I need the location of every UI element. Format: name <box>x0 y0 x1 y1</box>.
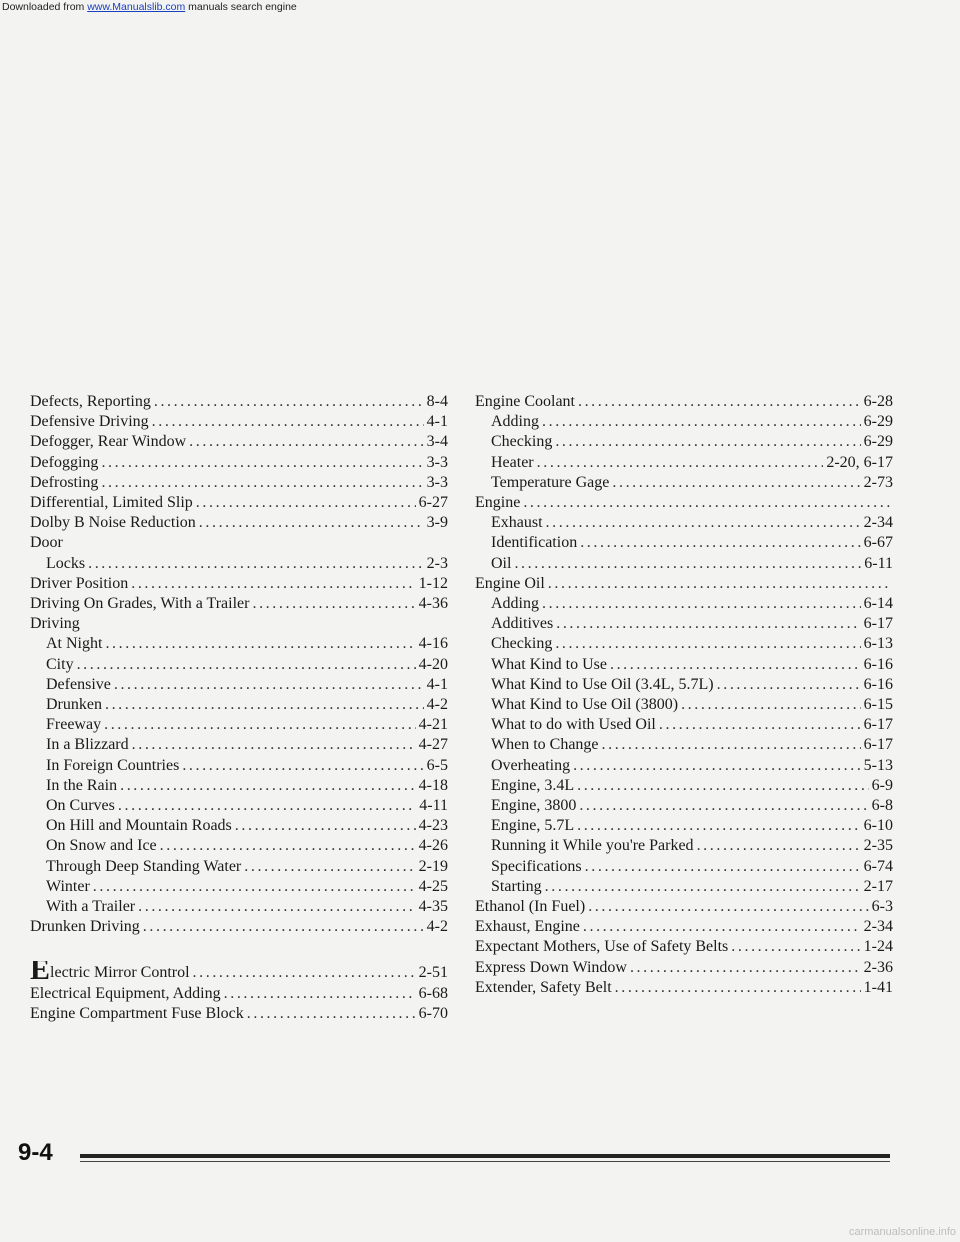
banner-suffix: manuals search engine <box>185 1 297 13</box>
index-entry <box>475 816 893 836</box>
index-entry <box>475 776 893 796</box>
index-entry <box>475 958 893 978</box>
index-column-right <box>475 392 893 998</box>
dot-leader <box>610 655 861 675</box>
index-entry <box>30 897 448 917</box>
entry-page: 4-35 <box>418 898 448 916</box>
dot-leader <box>630 958 861 978</box>
dot-leader <box>555 432 860 452</box>
dot-leader <box>585 857 861 877</box>
entry-page: 3-3 <box>426 473 448 491</box>
entry-page: 6-70 <box>418 1004 448 1022</box>
dot-leader <box>189 432 424 452</box>
entry-label: In Foreign Countries <box>46 756 180 774</box>
index-entry <box>30 554 448 574</box>
entry-page: 4-2 <box>426 918 448 936</box>
index-entry <box>30 513 448 533</box>
entry-label: What Kind to Use Oil (3.4L, 5.7L) <box>491 675 714 693</box>
entry-page: 2-73 <box>863 473 893 491</box>
dot-leader <box>152 412 424 432</box>
entry-label: Drunken Driving <box>30 918 140 936</box>
index-entry <box>475 695 893 715</box>
dot-leader <box>104 715 416 735</box>
entry-page: 6-29 <box>863 433 893 451</box>
index-entry <box>475 412 893 432</box>
index-entry <box>475 897 893 917</box>
entry-page: 4-16 <box>418 635 448 653</box>
dot-leader <box>120 776 416 796</box>
index-entry <box>475 473 893 493</box>
entry-label: What Kind to Use Oil (3800) <box>491 696 679 714</box>
index-entry <box>30 836 448 856</box>
entry-label-text: lectric Mirror Control <box>50 964 190 982</box>
dot-leader <box>77 655 416 675</box>
dot-leader <box>235 816 416 836</box>
entry-page: 3-3 <box>426 453 448 471</box>
entry-page: 4-1 <box>426 675 448 693</box>
entry-label: Additives <box>491 615 554 633</box>
entry-label: Defogger, Rear Window <box>30 433 187 451</box>
manualslib-link[interactable]: www.Manualslib.com <box>87 1 186 13</box>
entry-page: 4-11 <box>419 797 448 815</box>
index-entry <box>475 392 893 412</box>
entry-page: 4-2 <box>426 696 448 714</box>
dot-leader <box>196 493 416 513</box>
dot-leader <box>523 493 890 513</box>
index-entry <box>30 412 448 432</box>
index-entry <box>475 735 893 755</box>
index-entry <box>30 984 448 1004</box>
dot-leader <box>555 634 860 654</box>
index-entry <box>30 1004 448 1024</box>
dot-leader <box>199 513 424 533</box>
index-entry <box>30 776 448 796</box>
entry-page: 6-27 <box>418 494 448 512</box>
entry-label: Expectant Mothers, Use of Safety Belts <box>475 938 729 956</box>
index-entry <box>30 392 448 412</box>
entry-page: 5-13 <box>863 756 893 774</box>
dot-leader <box>193 963 416 983</box>
dot-leader <box>731 937 860 957</box>
index-column-left <box>30 392 448 1024</box>
dot-leader <box>578 392 861 412</box>
dot-leader <box>717 675 861 695</box>
index-entry <box>30 675 448 695</box>
dot-leader <box>247 1004 416 1024</box>
entry-page: 6-17 <box>863 716 893 734</box>
index-entry <box>475 978 893 998</box>
index-entry <box>475 756 893 776</box>
index-entry <box>30 594 448 614</box>
entry-label: Ethanol (In Fuel) <box>475 898 586 916</box>
index-entry <box>475 533 893 553</box>
dot-leader <box>542 412 861 432</box>
dot-leader <box>548 574 890 594</box>
entry-label: Differential, Limited Slip <box>30 494 193 512</box>
dot-leader <box>105 695 424 715</box>
entry-page: 4-18 <box>418 776 448 794</box>
entry-label: Driving On Grades, With a Trailer <box>30 595 250 613</box>
entry-label: In the Rain <box>46 776 118 794</box>
entry-label: Exhaust, Engine <box>475 918 580 936</box>
entry-page: 4-25 <box>418 877 448 895</box>
index-entry <box>475 432 893 452</box>
entry-label: What to do with Used Oil <box>491 716 656 734</box>
entry-label: Electrical Equipment, Adding <box>30 984 221 1002</box>
index-entry <box>475 453 893 473</box>
index-entry <box>475 513 893 533</box>
entry-page: 6-17 <box>863 736 893 754</box>
entry-page: 3-4 <box>426 433 448 451</box>
dot-leader <box>154 392 424 412</box>
entry-label: Driver Position <box>30 574 129 592</box>
dot-leader <box>118 796 416 816</box>
index-entry <box>30 432 448 452</box>
section-letter: E <box>30 961 51 984</box>
index-entry <box>475 554 893 574</box>
entry-page: 6-14 <box>863 595 893 613</box>
index-entry <box>30 473 448 493</box>
entry-label: Defrosting <box>30 473 99 491</box>
entry-label: Checking <box>491 635 553 653</box>
index-entry <box>475 836 893 856</box>
entry-label: On Curves <box>46 797 115 815</box>
index-entry <box>30 816 448 836</box>
dot-leader <box>105 634 415 654</box>
index-entry <box>30 453 448 473</box>
dot-leader <box>542 594 861 614</box>
dot-leader <box>132 735 416 755</box>
index-entry <box>30 715 448 735</box>
entry-label: Engine <box>475 494 521 512</box>
dot-leader <box>537 453 824 473</box>
entry-label: Overheating <box>491 756 571 774</box>
entry-label: At Night <box>46 635 103 653</box>
entry-page: 6-16 <box>863 675 893 693</box>
dot-leader <box>612 473 860 493</box>
dot-leader <box>588 897 868 917</box>
dot-leader <box>580 533 860 553</box>
entry-label: Specifications <box>491 857 582 875</box>
entry-label: Checking <box>491 433 553 451</box>
banner-prefix: Downloaded from <box>2 1 88 13</box>
entry-page: 6-13 <box>863 635 893 653</box>
entry-label: Dolby B Noise Reduction <box>30 514 196 532</box>
index-entry <box>30 655 448 675</box>
download-banner <box>0 0 960 14</box>
dot-leader <box>577 776 869 796</box>
index-entry <box>30 917 448 937</box>
dot-leader <box>514 554 861 574</box>
dot-leader <box>681 695 861 715</box>
entry-label: Oil <box>491 554 512 572</box>
entry-page: 6-10 <box>863 817 893 835</box>
dot-leader <box>138 897 416 917</box>
entry-page: 4-21 <box>418 716 448 734</box>
entry-label: Temperature Gage <box>491 473 610 491</box>
entry-label: When to Change <box>491 736 599 754</box>
entry-label: Drunken <box>46 696 102 714</box>
dot-leader <box>101 473 423 493</box>
entry-page: 2-17 <box>863 877 893 895</box>
index-entry <box>475 614 893 634</box>
entry-label: In a Blizzard <box>46 736 129 754</box>
entry-label: On Hill and Mountain Roads <box>46 817 232 835</box>
index-entry <box>30 574 448 594</box>
entry-label: Defects, Reporting <box>30 393 151 410</box>
index-entry <box>475 877 893 897</box>
entry-label: Engine Compartment Fuse Block <box>30 1004 244 1022</box>
index-entry <box>475 796 893 816</box>
entry-label: Exhaust <box>491 514 543 532</box>
dot-leader <box>143 917 424 937</box>
dot-leader <box>556 614 860 634</box>
entry-page: 2-34 <box>863 514 893 532</box>
footer-rule-thin <box>80 1161 890 1162</box>
entry-label: City <box>46 655 74 673</box>
entry-label: Adding <box>491 595 539 613</box>
entry-page: 2-3 <box>426 554 448 572</box>
entry-label: Through Deep Standing Water <box>46 857 242 875</box>
index-entry <box>475 675 893 695</box>
dot-leader <box>579 796 868 816</box>
index-entry <box>475 634 893 654</box>
index-entry <box>30 857 448 877</box>
entry-page: 6-15 <box>863 696 893 714</box>
entry-label: Running it While you're Parked <box>491 837 694 855</box>
dot-leader <box>573 756 861 776</box>
index-entry <box>475 493 893 513</box>
entry-page: 2-34 <box>863 918 893 936</box>
index-entry <box>475 715 893 735</box>
index-entry <box>475 574 893 594</box>
entry-label: Engine, 5.7L <box>491 817 575 835</box>
dot-leader <box>602 735 861 755</box>
entry-label: Engine Coolant <box>475 393 575 410</box>
entry-page: 6-5 <box>426 756 448 774</box>
entry-page: 2-20, 6-17 <box>826 453 893 471</box>
dot-leader <box>224 984 416 1004</box>
entry-label: Freeway <box>46 716 102 734</box>
index-entry <box>475 917 893 937</box>
entry-label: Locks <box>46 554 86 572</box>
page-number: 9-4 <box>18 1139 53 1166</box>
entry-page: 3-9 <box>426 514 448 532</box>
entry-page: 4-27 <box>418 736 448 754</box>
index-entry <box>30 796 448 816</box>
entry-page: 2-19 <box>418 857 448 875</box>
entry-label: Engine, 3.4L <box>491 776 575 794</box>
entry-page: 2-51 <box>418 964 448 982</box>
entry-label <box>30 961 190 983</box>
dot-leader <box>659 715 861 735</box>
entry-label: Winter <box>46 877 90 895</box>
entry-page: 8-4 <box>426 393 448 410</box>
entry-page: 6-3 <box>871 898 893 916</box>
dot-leader <box>252 594 415 614</box>
entry-page: 1-12 <box>418 574 448 592</box>
entry-page: 4-26 <box>418 837 448 855</box>
dot-leader <box>101 453 423 473</box>
entry-label: Defensive <box>46 675 111 693</box>
entry-page: 2-35 <box>863 837 893 855</box>
entry-label: Defogging <box>30 453 99 471</box>
dot-leader <box>546 513 861 533</box>
index-entry <box>30 961 448 983</box>
index-entry <box>30 756 448 776</box>
index-entry <box>475 594 893 614</box>
dot-leader <box>88 554 424 574</box>
dot-leader <box>131 574 415 594</box>
index-entry <box>30 695 448 715</box>
entry-page: 6-8 <box>871 797 893 815</box>
watermark-site: carmanualsonline.info <box>848 1226 956 1238</box>
entry-page: 1-24 <box>863 938 893 956</box>
index-entry <box>475 655 893 675</box>
entry-page: 6-9 <box>871 776 893 794</box>
entry-label: Express Down Window <box>475 958 627 976</box>
entry-label: Door <box>30 534 63 552</box>
entry-label: Extender, Safety Belt <box>475 978 612 996</box>
index-entry <box>30 877 448 897</box>
entry-page: 4-23 <box>418 817 448 835</box>
index-entry <box>475 857 893 877</box>
dot-leader <box>114 675 424 695</box>
footer-rule-thick <box>80 1154 890 1158</box>
entry-label: Identification <box>491 534 578 552</box>
index-entry <box>30 614 448 634</box>
index-entry <box>30 634 448 654</box>
entry-page: 6-16 <box>863 655 893 673</box>
entry-page: 6-68 <box>418 984 448 1002</box>
index-entry <box>30 493 448 513</box>
dot-leader <box>577 816 861 836</box>
entry-page: 2-36 <box>863 958 893 976</box>
entry-label: Defensive Driving <box>30 413 149 431</box>
entry-label: On Snow and Ice <box>46 837 157 855</box>
entry-page: 1-41 <box>863 978 893 996</box>
dot-leader <box>244 857 415 877</box>
entry-page: 6-74 <box>863 857 893 875</box>
section-gap <box>30 937 448 961</box>
entry-page: 4-36 <box>418 595 448 613</box>
dot-leader <box>615 978 861 998</box>
entry-page: 4-1 <box>426 413 448 431</box>
entry-label: Adding <box>491 413 539 431</box>
entry-page: 6-28 <box>863 393 893 410</box>
dot-leader <box>93 877 416 897</box>
dot-leader <box>697 836 861 856</box>
entry-page: 6-11 <box>864 554 893 572</box>
entry-label: Heater <box>491 453 534 471</box>
dot-leader <box>545 877 861 897</box>
entry-label: Driving <box>30 615 80 633</box>
entry-label: Engine, 3800 <box>491 797 577 815</box>
index-entry <box>30 533 448 553</box>
entry-label: What Kind to Use <box>491 655 607 673</box>
entry-label: Engine Oil <box>475 574 545 592</box>
dot-leader <box>160 836 416 856</box>
entry-page: 6-17 <box>863 615 893 633</box>
entry-page: 6-67 <box>863 534 893 552</box>
entry-label: With a Trailer <box>46 898 136 916</box>
dot-leader <box>583 917 861 937</box>
entry-page: 6-29 <box>863 413 893 431</box>
entry-page: 4-20 <box>418 655 448 673</box>
dot-leader <box>182 756 423 776</box>
index-entry <box>30 735 448 755</box>
index-entry <box>475 937 893 957</box>
entry-label: Starting <box>491 877 542 895</box>
